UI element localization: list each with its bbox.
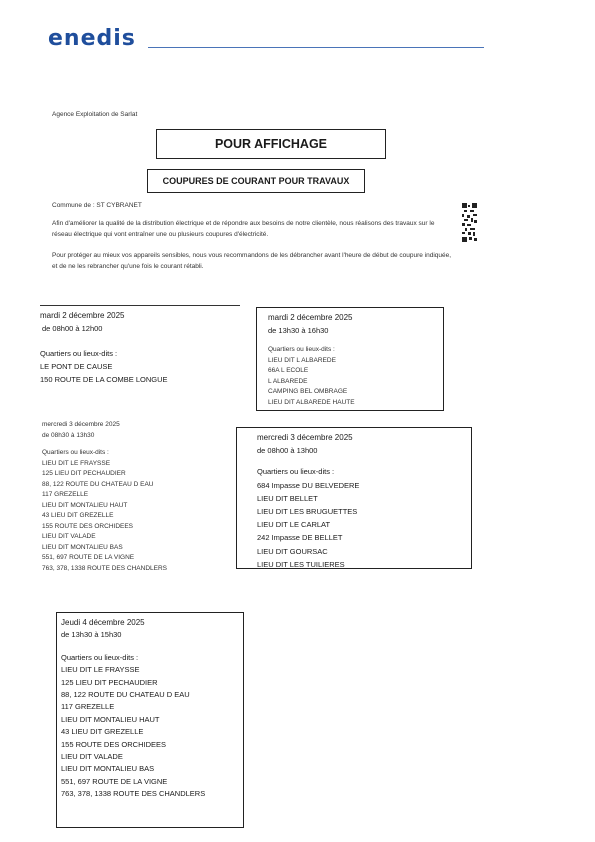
place-item: LIEU DIT MONTALIEU HAUT <box>61 714 160 724</box>
outage-3 <box>42 420 242 574</box>
outage-2-places <box>268 356 440 409</box>
outage-2-quartiers-label: Quartiers ou lieux-dits : <box>268 346 335 353</box>
outage-3-time: de 08h30 à 13h30 <box>42 431 95 439</box>
place-item: LIEU DIT LE FRAYSSE <box>42 459 111 467</box>
place-item: LIEU DIT L ALBAREDE <box>268 356 336 364</box>
outage-5-places <box>61 664 239 800</box>
intro-paragraph: Afin d'améliorer la qualité de la distribution électrique et de répondre aux besoins de notre clientèle, nous réalisons des travaux sur le réseau électrique qui vont entraîner une ou plusieurs coupures d'électricité. <box>52 220 435 238</box>
place-item: 43 LIEU DIT GREZELLE <box>42 512 114 519</box>
place-item: 155 ROUTE DES ORCHIDEES <box>42 522 134 530</box>
place-item: LIEU DIT LES TUILIERES <box>257 559 345 569</box>
outage-5 <box>61 617 239 801</box>
header-rule <box>148 47 484 48</box>
place-item: 242 Impasse DE BELLET <box>257 533 343 543</box>
place-item: 763, 378, 1338 ROUTE DES CHANDLERS <box>42 564 167 572</box>
title-secondary: COUPURES DE COURANT POUR TRAVAUX <box>162 176 350 186</box>
place-item: 551, 697 ROUTE DE LA VIGNE <box>61 776 168 786</box>
place-item: 117 GREZELLE <box>61 702 115 712</box>
place-item: LIEU DIT GOURSAC <box>257 546 328 556</box>
outage-2 <box>268 311 440 408</box>
place-item: 125 LIEU DIT PECHAUDIER <box>61 677 158 687</box>
outage-4 <box>257 431 462 571</box>
advice-paragraph: Pour protéger au mieux vos appareils sensibles, nous vous recommandons de les débrancher avant l'heure de début de coupure indiquée, et de ne les rebrancher qu'une fois le courant rétabli. <box>52 252 452 270</box>
commune: Commune de : ST CYBRANET <box>52 202 142 209</box>
place-item: LIEU DIT LES BRUGUETTES <box>257 507 358 517</box>
enedis-logo: enedis <box>48 26 136 51</box>
place-item: L ALBAREDE <box>268 377 308 385</box>
place-item: 150 ROUTE DE LA COMBE LONGUE <box>40 375 168 384</box>
outage-1-quartiers-label: Quartiers ou lieux-dits : <box>40 349 118 358</box>
outage-3-date: mercredi 3 décembre 2025 <box>42 421 120 428</box>
place-item: 88, 122 ROUTE DU CHATEAU D EAU <box>42 480 154 488</box>
outage-2-date: mardi 2 décembre 2025 <box>268 313 353 322</box>
outage-3-places <box>42 459 242 575</box>
outage-4-places <box>257 479 462 571</box>
outage-4-time: de 08h00 à 13h00 <box>257 446 318 456</box>
place-item: LIEU DIT VALADE <box>42 533 96 540</box>
place-item: LIEU DIT ALBAREDE HAUTE <box>268 398 355 406</box>
place-item: LIEU DIT MONTALIEU BAS <box>61 764 155 774</box>
outage-4-quartiers-label: Quartiers ou lieux-dits : <box>257 467 335 477</box>
outage-2-time: de 13h30 à 16h30 <box>268 326 329 335</box>
place-item: 43 LIEU DIT GREZELLE <box>61 727 144 737</box>
outage-1 <box>40 309 240 386</box>
title-primary-box <box>156 129 386 159</box>
place-item: LIEU DIT BELLET <box>257 493 318 503</box>
outage-1-date: mardi 2 décembre 2025 <box>40 311 125 320</box>
place-item: 125 LIEU DIT PECHAUDIER <box>42 470 126 477</box>
outage-5-date: Jeudi 4 décembre 2025 <box>61 618 145 627</box>
title-secondary-box <box>147 169 365 193</box>
outage-1-places <box>40 360 240 386</box>
place-item: 117 GREZELLE <box>42 491 89 498</box>
place-item: 155 ROUTE DES ORCHIDEES <box>61 739 167 749</box>
place-item: LIEU DIT MONTALIEU HAUT <box>42 501 128 509</box>
place-item: 684 Impasse DU BELVEDERE <box>257 480 360 490</box>
title-primary: POUR AFFICHAGE <box>214 137 328 151</box>
place-item: LIEU DIT LE FRAYSSE <box>61 665 140 675</box>
outage-1-time: de 08h00 à 12h00 <box>42 324 103 333</box>
place-item: CAMPING BEL OMBRAGE <box>268 388 348 395</box>
place-item: 88, 122 ROUTE DU CHATEAU D EAU <box>61 690 190 700</box>
outage-5-quartiers-label: Quartiers ou lieux-dits : <box>61 652 139 662</box>
outage-5-time: de 13h30 à 15h30 <box>61 630 122 640</box>
place-item: 551, 697 ROUTE DE LA VIGNE <box>42 554 135 561</box>
outage-4-date: mercredi 3 décembre 2025 <box>257 433 353 442</box>
place-item: LIEU DIT LE CARLAT <box>257 520 331 530</box>
outage-3-quartiers-label: Quartiers ou lieux-dits : <box>42 449 109 456</box>
place-item: 763, 378, 1338 ROUTE DES CHANDLERS <box>61 789 206 799</box>
qr-code-icon <box>462 203 477 242</box>
place-item: LE PONT DE CAUSE <box>40 362 113 371</box>
place-item: 66A L ECOLE <box>268 367 309 374</box>
outage-1-rule <box>40 305 240 306</box>
place-item: LIEU DIT MONTALIEU BAS <box>42 543 123 551</box>
place-item: LIEU DIT VALADE <box>61 752 123 762</box>
agency-name: Agence Exploitation de Sarlat <box>52 111 138 118</box>
